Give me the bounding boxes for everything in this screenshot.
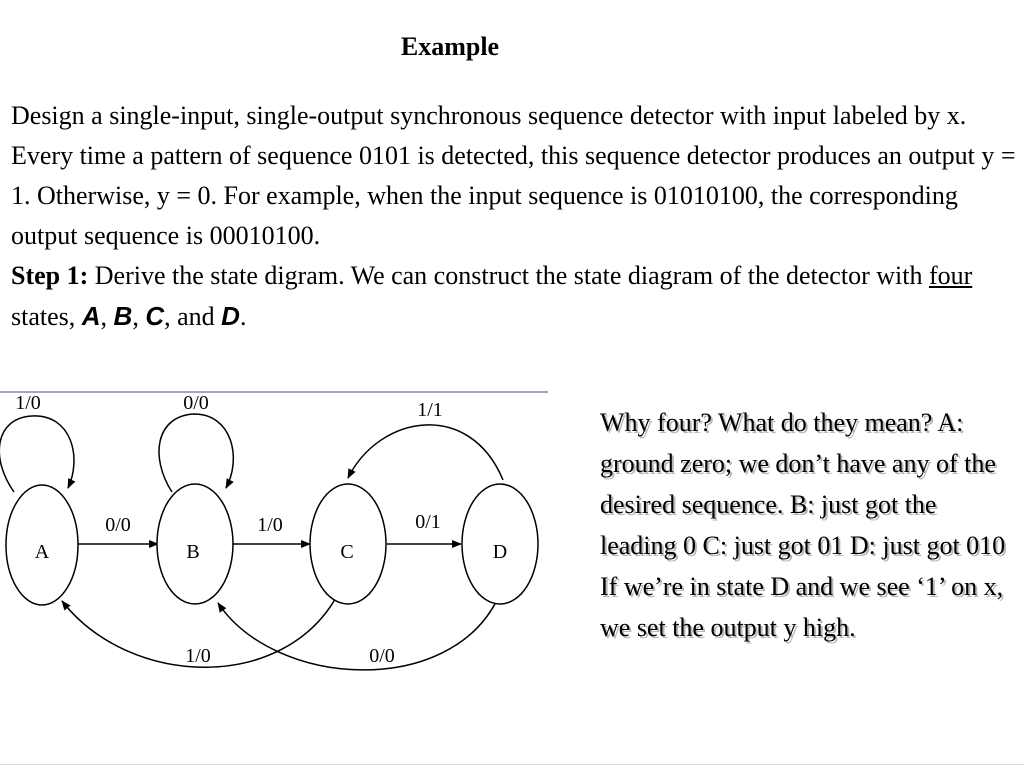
period: . (239, 302, 247, 331)
state-diagram-svg (0, 388, 550, 688)
comma-2: , (132, 302, 139, 331)
step-text-2: states, (11, 302, 76, 331)
label-d-to-b: 0/0 (369, 645, 395, 667)
state-label-b: B (186, 541, 200, 563)
comma-1: , (100, 302, 108, 331)
state-label-a: A (34, 541, 50, 563)
label-b-to-c: 1/0 (257, 514, 283, 536)
bottom-rule (0, 764, 1024, 765)
problem-statement (11, 96, 1021, 337)
state-name-c: C (145, 301, 165, 331)
label-a-self: 1/0 (15, 392, 41, 414)
step-text-1: Derive the state digram. We can construct the state diagram of the detector with (94, 261, 923, 290)
step-1-paragraph (11, 256, 1021, 337)
side-note: Why four? What do they mean? A: ground zero; we don’t have any of the desired sequence. B: just got the leading 0 C: just got 01 D: just got 010 If we’re in state D and we see ‘1’ on x, we set the output y high. (600, 408, 1006, 642)
state-name-a: A (81, 301, 101, 331)
state-name-d: D (221, 301, 240, 331)
step-label: Step 1: (11, 261, 89, 290)
arrow-d-to-c (348, 425, 503, 480)
label-d-to-c: 1/1 (417, 399, 443, 421)
arrow-a-self (0, 416, 74, 492)
label-a-to-b: 0/0 (105, 514, 131, 536)
step-word-four: four (928, 261, 973, 290)
step-text-3: , and (164, 302, 215, 331)
label-c-to-d: 0/1 (415, 511, 441, 533)
state-diagram (0, 388, 550, 688)
problem-paragraph: Design a single-input, single-output synchronous sequence detector with input labeled by x. Every time a pattern of sequence 0101 is detected, this sequence detector produces an output y = 1. Otherwise, y = 0. For example, when the input sequence is 01010100, the corresponding output sequence is 00010100. (11, 101, 1016, 250)
state-label-d: D (492, 541, 508, 563)
state-name-b: B (113, 301, 133, 331)
label-c-to-a: 1/0 (185, 645, 211, 667)
label-b-self: 0/0 (183, 392, 209, 414)
arrow-b-self (159, 414, 233, 492)
state-label-c: C (340, 541, 354, 563)
slide-title: Example (400, 32, 500, 61)
